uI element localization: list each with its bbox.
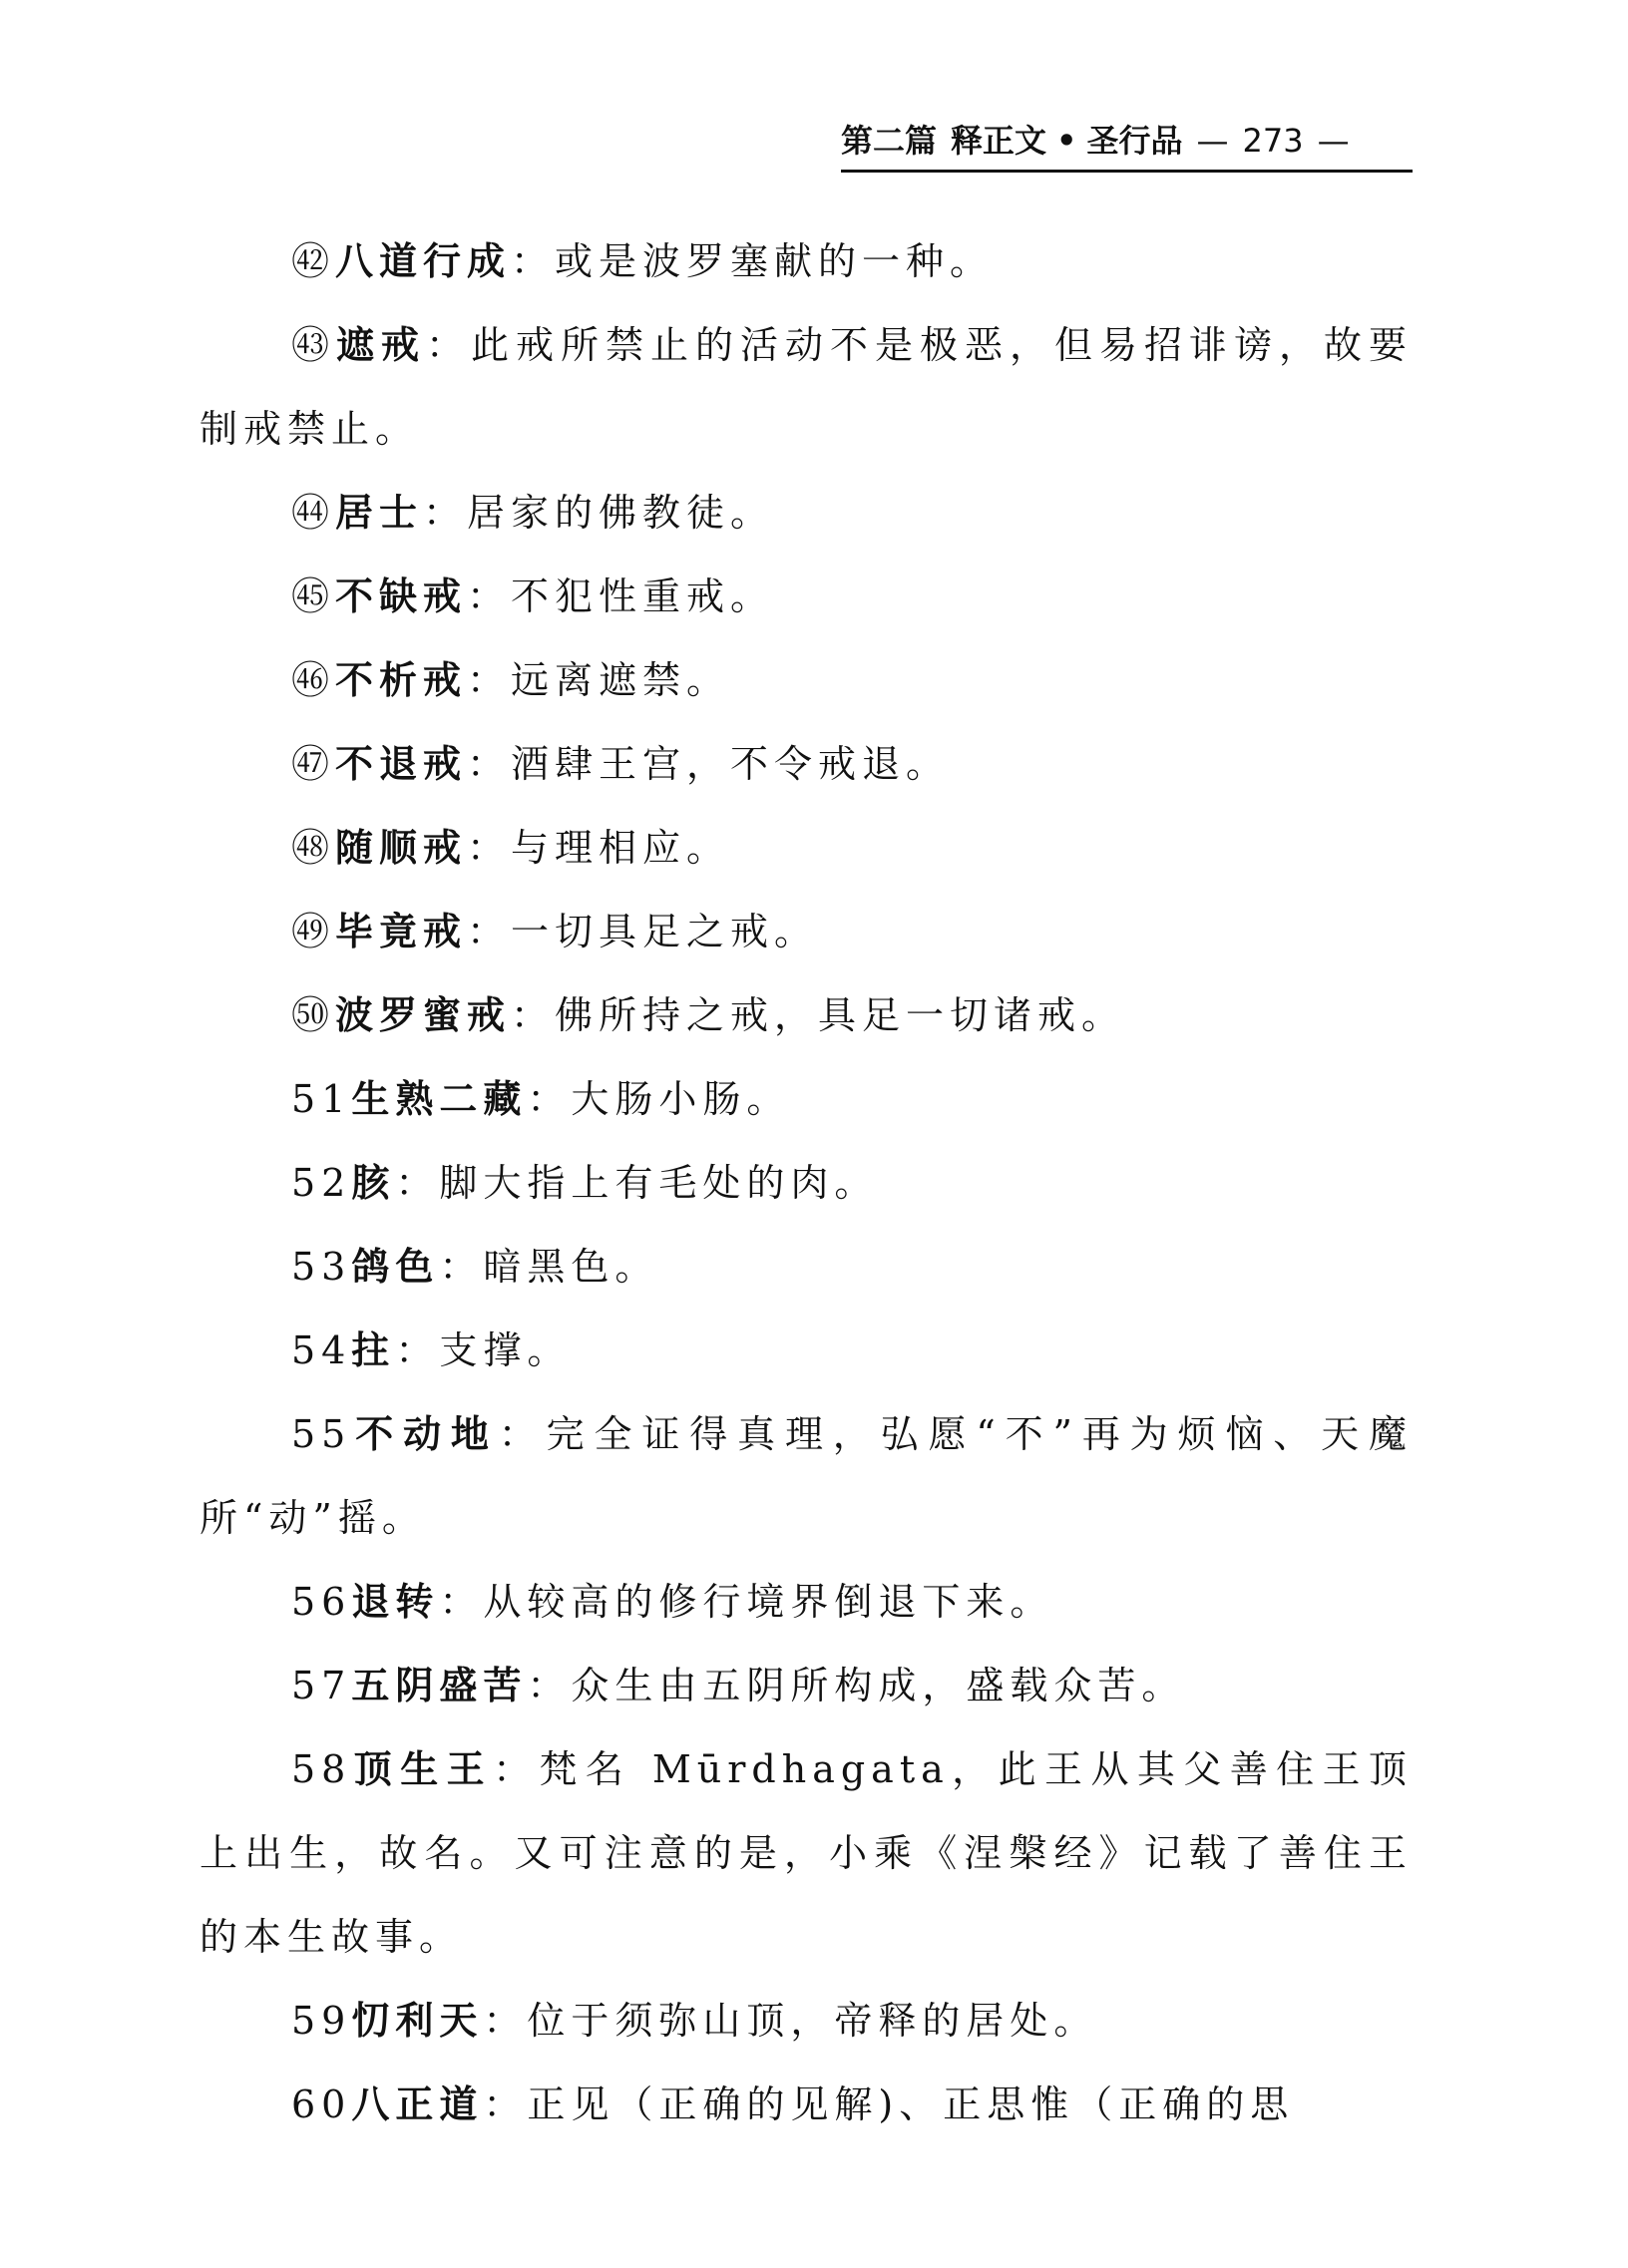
note-text: 此戒所禁止的活动不是极恶，但易招诽谤，故要制戒禁止。 [200, 323, 1413, 451]
note-text: 众生由五阴所构成，盛载众苦。 [571, 1664, 1186, 1707]
note-colon: ： [467, 826, 512, 870]
note-text: 酒肆王宫，不令戒退。 [511, 742, 951, 786]
running-head-part: 第二篇 [841, 122, 938, 160]
note-text: 佛所持之戒，具足一切诸戒。 [555, 993, 1126, 1037]
note-term: 鸽色 [351, 1244, 440, 1289]
note-text: 梵名 Mūrdhagata，此王从其父善住王顶上出生，故名。又可注意的是，小乘《涅槃经》记载了善住王的本生故事。 [200, 1747, 1413, 1959]
note-59 [200, 1979, 1413, 2063]
note-45 [200, 555, 1413, 638]
note-43 [200, 303, 1413, 471]
note-text: 不犯性重戒。 [511, 574, 775, 618]
note-number: 59 [291, 1999, 352, 2043]
note-number: 56 [291, 1580, 352, 1624]
note-text: 暗黑色。 [483, 1245, 659, 1289]
note-term: 八正道 [351, 2081, 484, 2126]
note-number: ㊸ [291, 323, 336, 367]
note-term: 忉利天 [351, 1998, 484, 2043]
note-text: 或是波罗塞献的一种。 [555, 239, 995, 283]
note-term: 不退戒 [335, 741, 468, 786]
note-term: 拄 [351, 1327, 396, 1372]
note-number: ㊽ [291, 826, 336, 870]
note-46 [200, 638, 1413, 722]
note-colon: ： [511, 993, 556, 1037]
note-number: ㊺ [291, 574, 336, 618]
note-number: 58 [291, 1747, 352, 1791]
note-term: 不缺戒 [335, 573, 468, 618]
note-text: 支撑。 [439, 1328, 572, 1372]
running-head [841, 118, 1413, 173]
note-number: ㊾ [291, 910, 336, 953]
note-term: 八道行成 [335, 238, 512, 283]
note-term: 毕竟戒 [335, 909, 468, 953]
note-number: ㊹ [291, 491, 336, 535]
note-text: 完全证得真理，弘愿“不”再为烦恼、天魔所“动”摇。 [200, 1412, 1413, 1540]
note-47 [200, 722, 1413, 806]
note-term: 随顺戒 [335, 825, 468, 870]
note-term: 不动地 [351, 1411, 499, 1456]
note-text: 与理相应。 [511, 826, 731, 870]
note-colon: ： [483, 2082, 528, 2126]
note-58 [200, 1727, 1413, 1979]
note-term: 居士 [335, 490, 424, 535]
note-54 [200, 1309, 1413, 1392]
note-text: 远离遮禁。 [511, 658, 731, 702]
note-text: 一切具足之戒。 [511, 910, 819, 953]
note-number: 52 [291, 1161, 352, 1205]
note-56 [200, 1560, 1413, 1644]
note-colon: ： [395, 1328, 440, 1372]
note-number: 53 [291, 1245, 352, 1289]
note-colon: ： [527, 1077, 572, 1121]
note-term: 生熟二藏 [351, 1076, 528, 1121]
note-term: 五阴盛苦 [351, 1663, 528, 1707]
note-colon: ： [439, 1580, 484, 1624]
note-term: 遮戒 [336, 322, 426, 367]
note-53 [200, 1225, 1413, 1309]
note-number: ㊷ [291, 239, 336, 283]
note-44 [200, 471, 1413, 555]
note-42 [200, 219, 1413, 303]
note-number: 51 [291, 1077, 352, 1121]
note-60 [200, 2063, 1413, 2146]
note-text: 大肠小肠。 [571, 1077, 791, 1121]
note-number: 57 [291, 1664, 352, 1707]
running-head-title: 释正文 [951, 122, 1047, 160]
note-48 [200, 806, 1413, 890]
note-colon: ： [511, 239, 556, 283]
note-number: 60 [291, 2082, 352, 2126]
note-52 [200, 1141, 1413, 1225]
note-colon: ： [483, 1999, 528, 2043]
note-colon: ： [423, 491, 468, 535]
note-colon: ： [467, 574, 512, 618]
page-number: 273 [1242, 122, 1304, 160]
note-text: 居家的佛教徒。 [467, 491, 775, 535]
running-head-separator: • [1056, 122, 1077, 160]
note-text: 从较高的修行境界倒退下来。 [483, 1580, 1054, 1624]
note-colon: ： [467, 742, 512, 786]
running-head-dash-left: — [1196, 122, 1229, 160]
note-colon: ： [467, 658, 512, 702]
note-51 [200, 1057, 1413, 1141]
note-colon: ： [395, 1161, 440, 1205]
note-colon: ： [426, 323, 471, 367]
note-number: 55 [291, 1412, 352, 1456]
note-term: 不析戒 [335, 657, 468, 702]
note-term: 胲 [351, 1160, 396, 1205]
note-number: ㊼ [291, 742, 336, 786]
note-57 [200, 1644, 1413, 1727]
note-50 [200, 973, 1413, 1057]
note-text: 脚大指上有毛处的肉。 [439, 1161, 879, 1205]
running-head-chapter: 圣行品 [1086, 122, 1183, 160]
note-colon: ： [467, 910, 512, 953]
note-number: ㊻ [291, 658, 336, 702]
note-55 [200, 1392, 1413, 1560]
note-49 [200, 890, 1413, 973]
note-colon: ： [527, 1664, 572, 1707]
note-term: 退转 [351, 1579, 440, 1624]
note-text: 位于须弥山顶，帝释的居处。 [527, 1999, 1098, 2043]
note-number: 54 [291, 1328, 352, 1372]
running-head-dash-right: — [1317, 122, 1350, 160]
note-number: ㊿ [291, 993, 336, 1037]
note-term: 顶生王 [351, 1746, 494, 1791]
note-term: 波罗蜜戒 [335, 992, 512, 1037]
note-colon: ： [493, 1747, 540, 1791]
note-text: 正见（正确的见解)、正思惟（正确的思 [527, 2082, 1295, 2126]
note-colon: ： [439, 1245, 484, 1289]
note-colon: ： [498, 1412, 547, 1456]
